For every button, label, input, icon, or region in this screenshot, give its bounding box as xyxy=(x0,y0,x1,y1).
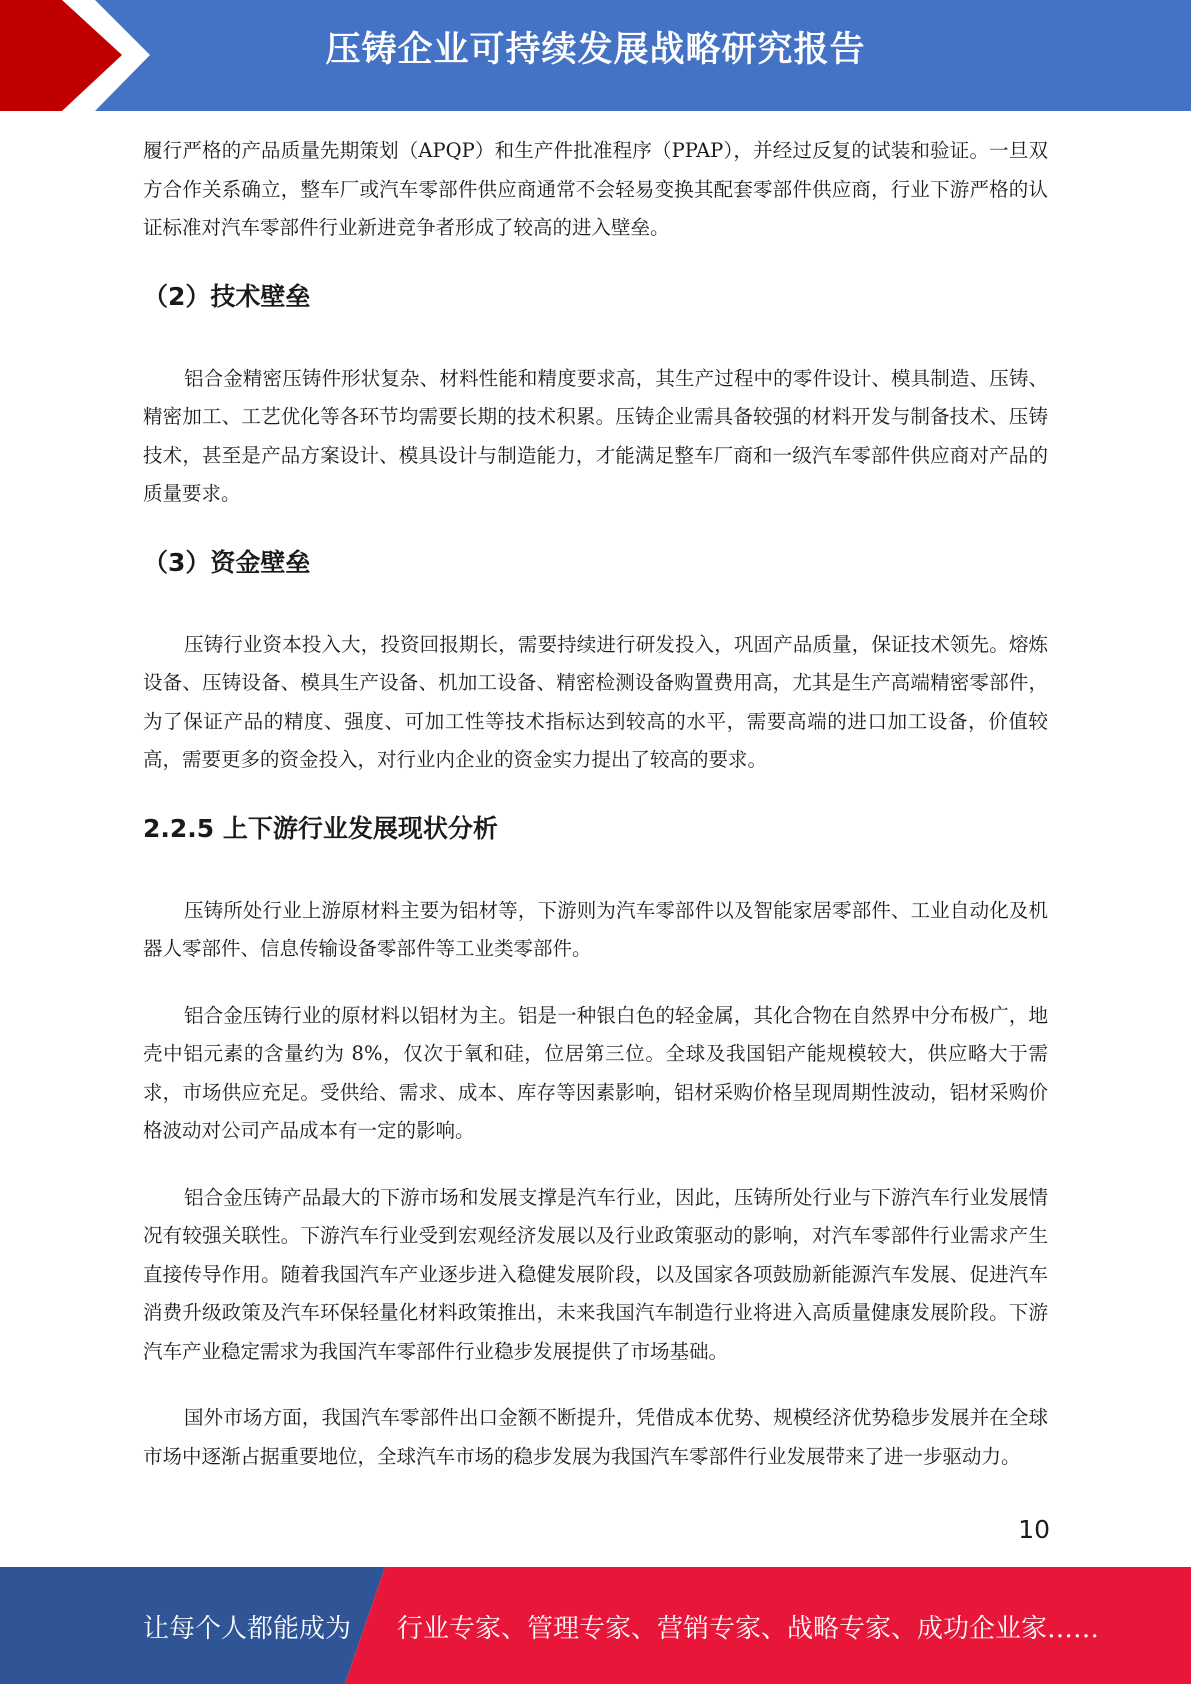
paragraph-automotive-market: 铝合金压铸产品最大的下游市场和发展支撑是汽车行业，因此，压铸所处行业与下游汽车行业发展情况有较强关联性。下游汽车行业受到宏观经济发展以及行业政策驱动的影响，对汽车零部件行业需求产生直接传导作用。随着我国汽车产业逐步进入稳健发展阶段，以及国家各项鼓励新能源汽车发展、促进汽车消费升级政策及汽车环保轻量化材料政策推出，未来我国汽车制造行业将进入高质量健康发展阶段。下游汽车产业稳定需求为我国汽车零部件行业稳步发展提供了市场基础。 xyxy=(143,1185,1048,1363)
page-footer xyxy=(0,1567,1191,1684)
paragraph-upstream-downstream: 压铸所处行业上游原材料主要为铝材等，下游则为汽车零部件以及智能家居零部件、工业自动化及机器人零部件、信息传输设备零部件等工业类零部件。 xyxy=(143,898,1048,960)
heading-technology-barrier: （2）技术壁垒 xyxy=(143,281,311,311)
heading-capital-barrier: （3）资金壁垒 xyxy=(143,547,311,577)
footer-slogan-left: 让每个人都能成为 xyxy=(143,1614,352,1644)
footer-slogan-right: 行业专家、管理专家、营销专家、战略专家、成功企业家…… xyxy=(397,1614,1100,1644)
paragraph-aluminum-material: 铝合金压铸行业的原材料以铝材为主。铝是一种银白色的轻金属，其化合物在自然界中分布极广，地壳中铝元素的含量约为 8%，仅次于氧和硅，位居第三位。全球及我国铝产能规模较大，供应略大于需求，市场供应充足。受供给、需求、成本、库存等因素影响，铝材采购价格呈现周期性波动，铝材采购价格波动对公司产品成本有一定的影响。 xyxy=(143,1003,1048,1142)
page-header xyxy=(0,0,1191,111)
header-title: 压铸企业可持续发展战略研究报告 xyxy=(325,30,866,70)
paragraph-capital-barrier: 压铸行业资本投入大，投资回报期长，需要持续进行研发投入，巩固产品质量，保证技术领先。熔炼设备、压铸设备、模具生产设备、机加工设备、精密检测设备购置费用高，尤其是生产高端精密零部件，为了保证产品的精度、强度、可加工性等技术指标达到较高的水平，需要高端的进口加工设备，价值较高，需要更多的资金投入，对行业内企业的资金实力提出了较高的要求。 xyxy=(143,632,1048,771)
heading-section-2-2-5: 2.2.5 上下游行业发展现状分析 xyxy=(143,813,498,843)
paragraph-overseas-market: 国外市场方面，我国汽车零部件出口金额不断提升，凭借成本优势、规模经济优势稳步发展并在全球市场中逐渐占据重要地位，全球汽车市场的稳步发展为我国汽车零部件行业发展带来了进一步驱动力。 xyxy=(143,1406,1048,1468)
paragraph-apqp: 履行严格的产品质量先期策划（APQP）和生产件批准程序（PPAP），并经过反复的试装和验证。一旦双方合作关系确立，整车厂或汽车零部件供应商通常不会轻易变换其配套零部件供应商，行业下游严格的认证标准对汽车零部件行业新进竞争者形成了较高的进入壁垒。 xyxy=(143,139,1048,239)
page-body xyxy=(143,132,1048,1476)
page-number: 10 xyxy=(1018,1515,1050,1544)
paragraph-technology-barrier: 铝合金精密压铸件形状复杂、材料性能和精度要求高，其生产过程中的零件设计、模具制造、压铸、精密加工、工艺优化等各环节均需要长期的技术积累。压铸企业需具备较强的材料开发与制备技术、压铸技术，甚至是产品方案设计、模具设计与制造能力，才能满足整车厂商和一级汽车零部件供应商对产品的质量要求。 xyxy=(143,366,1048,505)
